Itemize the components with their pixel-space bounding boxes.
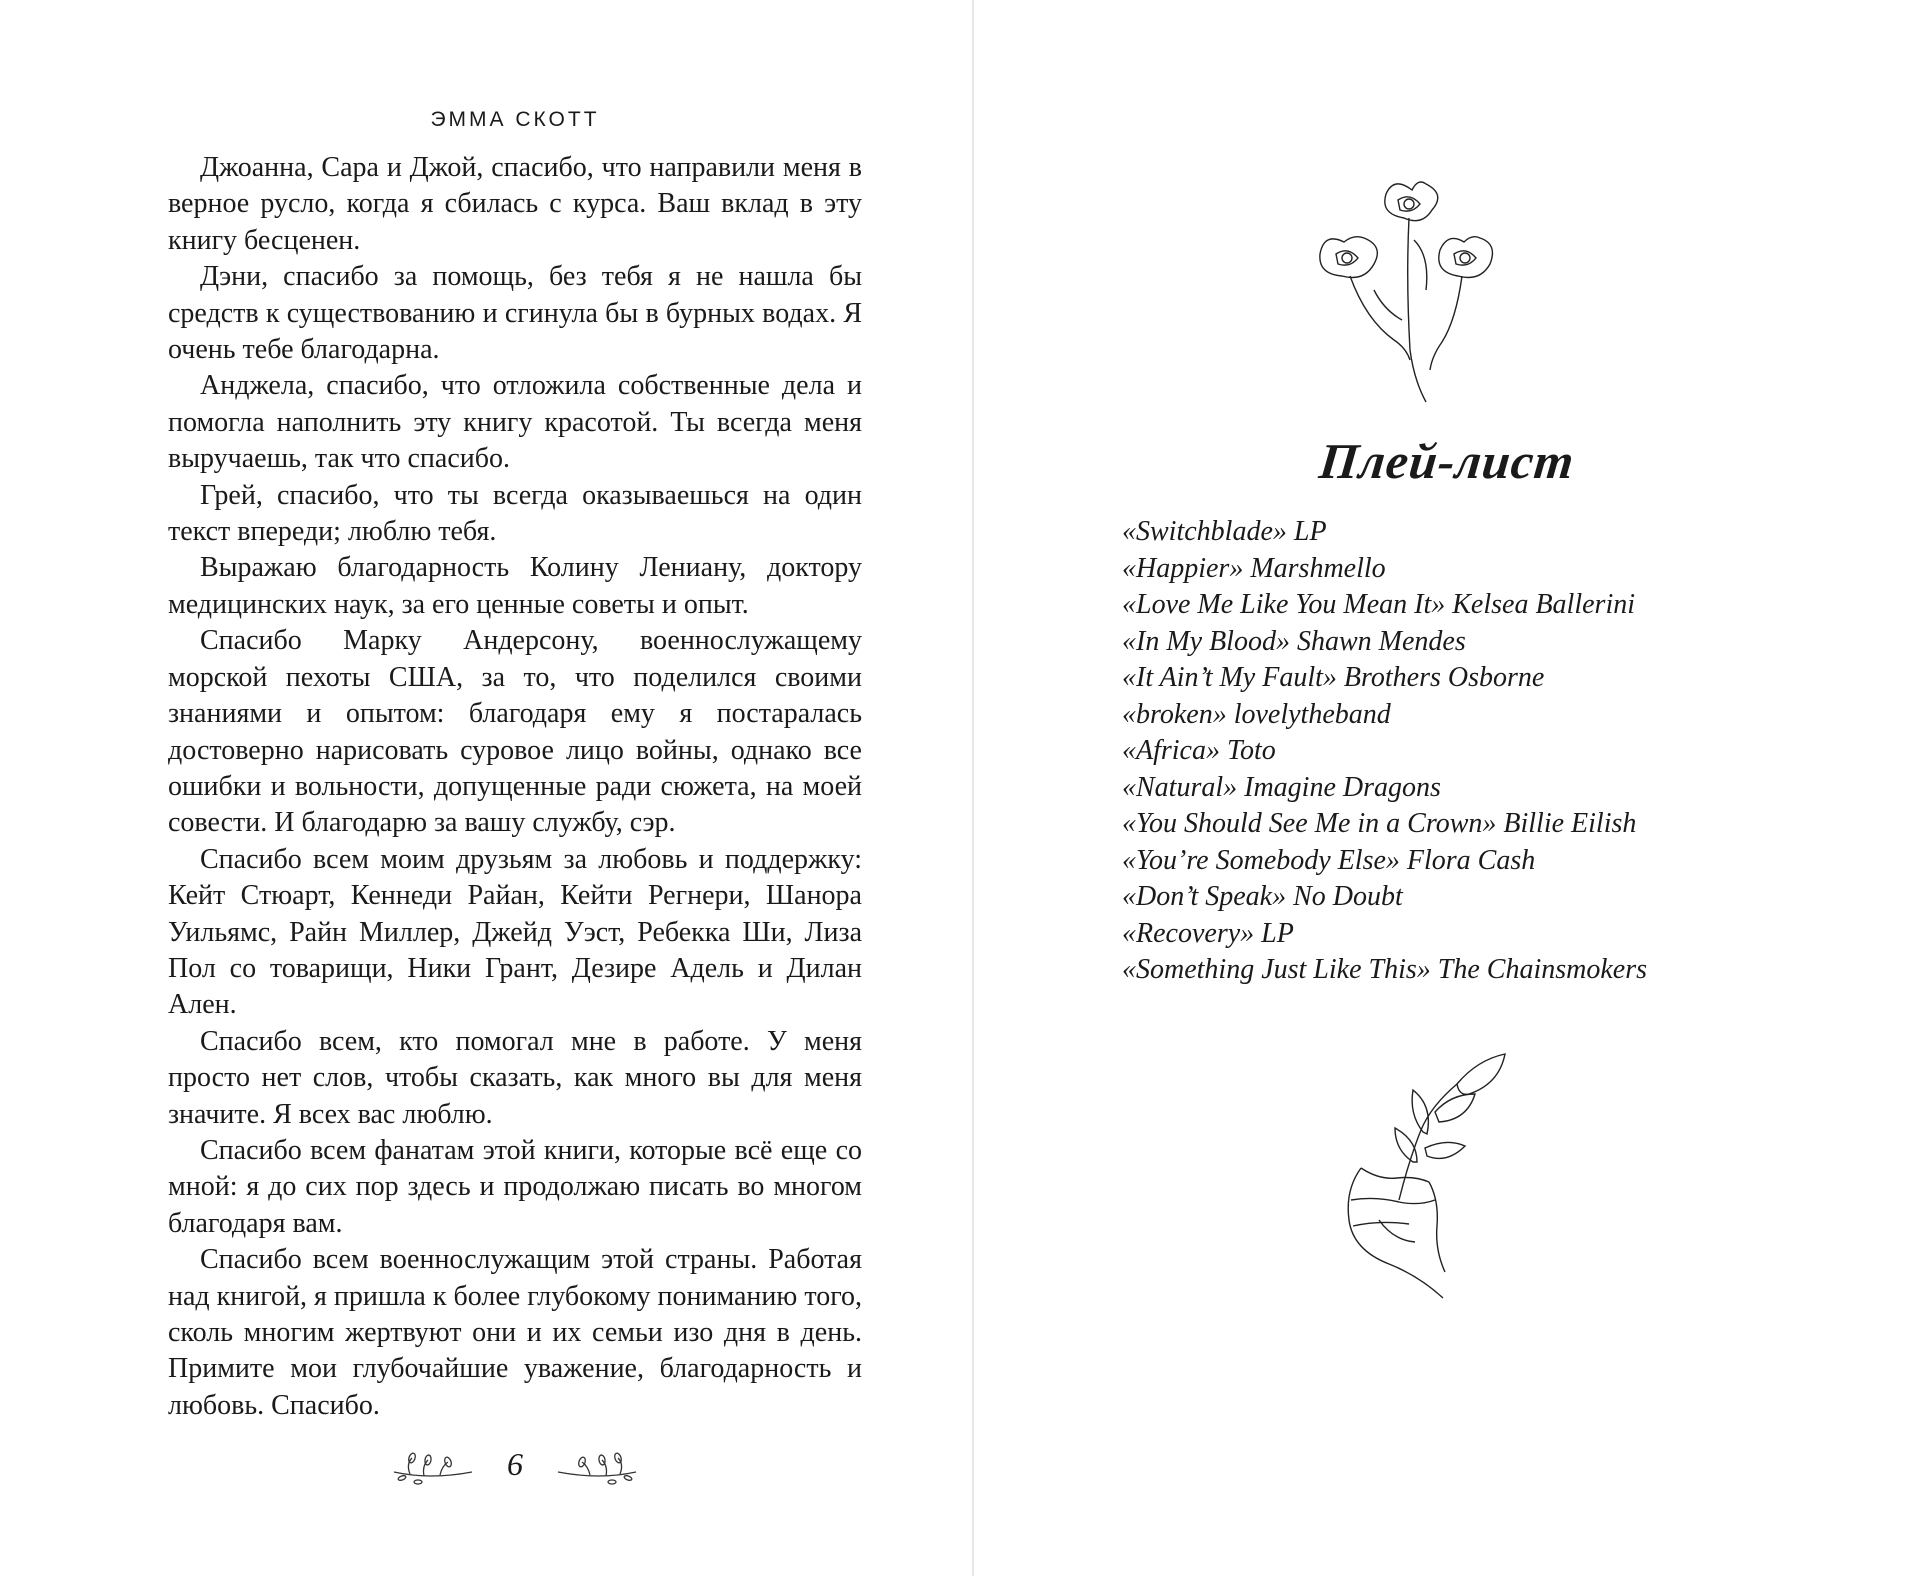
floral-sprig-icon [556,1450,640,1486]
list-item: «Don’t Speak» No Doubt [1122,881,1403,912]
paragraph: Спасибо Марку Андерсону, военнослужащему морской пехоты США, за то, что поделился своими знаниями и опытом: благодаря ему я постаралась достоверно нарисовать суровое лицо войны, однако все ошибки и вольности, допущенные ради сюжета, на моей совести. И благодарю за вашу службу, сэр. [168,625,862,839]
list-item: «Switchblade» LP [1122,516,1327,547]
list-item: «Natural» Imagine Dragons [1122,771,1441,803]
list-item: «Africa» Toto [1122,735,1276,766]
paragraph: Грей, спасибо, что ты всегда оказываешься на один текст впереди; люблю тебя. [168,479,862,548]
list-item: «Recovery» LP [1122,917,1294,949]
paragraph: Дэни, спасибо за помощь, без тебя я не нашла бы средств к существованию и сгинула бы в бурных водах. Я очень тебе благодарна. [168,261,862,366]
folio [390,1444,640,1494]
paragraph: Спасибо всем, кто помогал мне в работе. У меня просто нет слов, чтобы сказать, как много вы для меня значите. Я всех вас люблю. [168,1025,862,1130]
list-item: «It Ain’t My Fault» Brothers Osborne [1122,662,1545,693]
paragraph: Спасибо всем военнослужащим этой страны. Работая над книгой, я пришла к более глубокому пониманию того, сколь многим жертвуют они и их семьи изо дня в день. Примите мои глубочайшие уважение, благодарность и любовь. Спасибо. [168,1244,862,1421]
page-number: 6 [507,1446,523,1482]
list-item: «broken» lovelytheband [1122,698,1391,730]
right-page [974,0,1920,1576]
paragraph: Спасибо всем моим друзьям за любовь и поддержку: Кейт Стюарт, Кеннеди Райан, Кейти Регнери, Шанора Уильямс, Райн Миллер, Джейд Уэст, Ребекка Ши, Лиза Пол со товарищи, Ники Грант, Дезире Адель и Дилан Ален. [168,843,862,1021]
paragraph: Выражаю благодарность Колину Лениану, доктору медицинских наук, за его ценные советы и опыт. [168,552,862,620]
paragraph: Джоанна, Сара и Джой, спасибо, что направили меня в верное русло, когда я сбилась с курса. Ваш вклад в эту книгу бесценен. [168,152,862,256]
list-item: «Love Me Like You Mean It» Kelsea Ballerini [1122,589,1635,620]
running-header: ЭММА СКОТТ [430,108,600,131]
paragraph: Спасибо всем фанатам этой книги, которые всё еще со мной: я до сих пор здесь и продолжаю писать во многом благодаря вам. [168,1134,862,1239]
list-item: «Happier» Marshmello [1122,552,1386,584]
list-item: «Something Just Like This» The Chainsmokers [1122,954,1647,985]
poppy-flowers-icon [1314,170,1504,405]
acknowledgements-text [168,150,862,1424]
list-item: «In My Blood» Shawn Mendes [1122,625,1466,657]
paragraph: Анджела, спасибо, что отложила собственные дела и помогла наполнить эту книгу красотой. Ты всегда меня выручаешь, так что спасибо. [168,370,862,475]
hand-holding-sprig-icon [1339,1050,1509,1300]
playlist-title: Плей-лист [1316,433,1578,489]
playlist [1122,514,1647,989]
list-item: «You’re Somebody Else» Flora Cash [1122,844,1536,876]
list-item: «You Should See Me in a Crown» Billie Eilish [1122,808,1637,839]
